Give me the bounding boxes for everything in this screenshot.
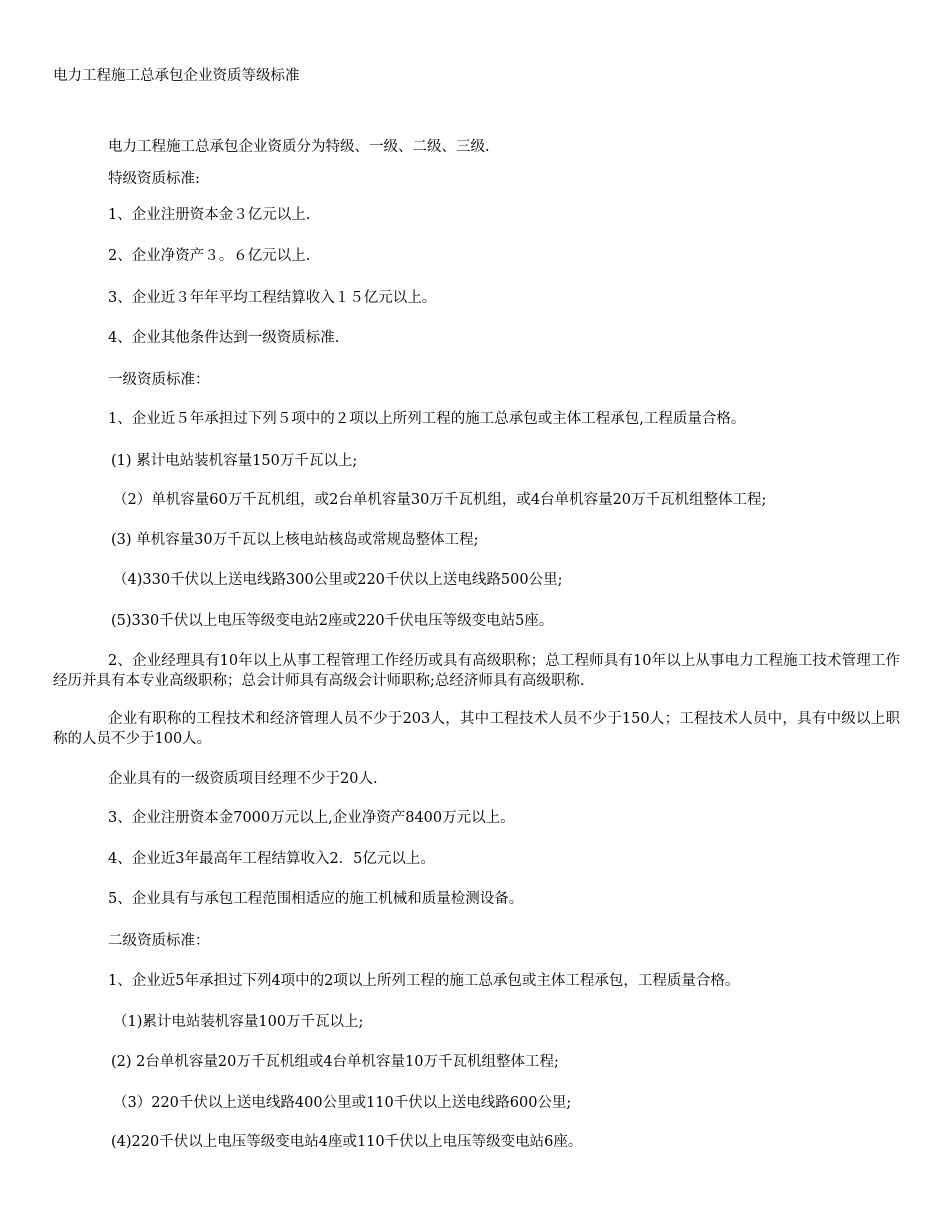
paragraph-grade-two-item-2: (2) 2台单机容量20万千瓦机组或4台单机容量10万千瓦机组整体工程;: [111, 1054, 559, 1070]
paragraph-grade-one-5: 5、企业具有与承包工程范围相适应的施工机械和质量检测设备。: [108, 891, 524, 907]
paragraph-grade-one-1: 1、企业近５年承担过下列５项中的２项以上所列工程的施工总承包或主体工程承包,工程质量合格。: [108, 411, 746, 427]
paragraph-intro: 电力工程施工总承包企业资质分为特级、一级、二级、三级.: [108, 139, 490, 155]
paragraph-grade-one-item-2: （2）单机容量60万千瓦机组，或2台单机容量30万千瓦机组，或4台单机容量20万千瓦机组整体工程;: [113, 492, 767, 508]
paragraph-grade-one-4: 4、企业近3年最高年工程结算收入2．5亿元以上。: [108, 851, 435, 867]
heading-grade-two: 二级资质标准：: [108, 933, 210, 949]
paragraph-grade-two-item-1: （1)累计电站装机容量100万千瓦以上;: [113, 1014, 364, 1030]
paragraph-grade-one-2: 2、企业经理具有10年以上从事工程管理工作经历或具有高级职称；总工程师具有10年以上从事电力工程施工技术管理工作经历并具有本专业高级职称；总会计师具有高级会计师职称;总经济师具有高级职称.: [53, 653, 900, 689]
document-title: 电力工程施工总承包企业资质等级标准: [53, 68, 300, 84]
paragraph-grade-two-item-4: (4)220千伏以上电压等级变电站4座或110千伏以上电压等级变电站6座。: [111, 1134, 583, 1150]
paragraph-grade-one-staff: 企业有职称的工程技术和经济管理人员不少于203人，其中工程技术人员不少于150人；工程技术人员中，具有中级以上职称的人员不少于100人。: [53, 711, 900, 747]
heading-special-grade: 特级资质标准:: [108, 171, 200, 187]
paragraph-grade-one-3: 3、企业注册资本金7000万元以上,企业净资产8400万元以上。: [108, 810, 515, 826]
paragraph-special-4: 4、企业其他条件达到一级资质标准.: [108, 330, 340, 346]
paragraph-special-1: 1、企业注册资本金３亿元以上.: [108, 207, 311, 223]
paragraph-grade-one-item-5: (5)330千伏以上电压等级变电站2座或220千伏电压等级变电站5座。: [111, 613, 554, 629]
paragraph-grade-two-1: 1、企业近5年承担过下列4项中的2项以上所列工程的施工总承包或主体工程承包，工程质量合格。: [108, 973, 740, 989]
heading-grade-one: 一级资质标准：: [108, 372, 210, 388]
paragraph-grade-one-item-1: (1) 累计电站装机容量150万千瓦以上;: [111, 453, 358, 469]
paragraph-special-3: 3、企业近３年年平均工程结算收入１５亿元以上。: [108, 290, 437, 306]
paragraph-grade-one-managers: 企业具有的一级资质项目经理不少于20人.: [108, 771, 378, 787]
paragraph-grade-two-item-3: （3）220千伏以上送电线路400公里或110千伏以上送电线路600公里;: [113, 1095, 572, 1111]
paragraph-grade-one-item-4: （4)330千伏以上送电线路300公里或220千伏以上送电线路500公里;: [113, 572, 563, 588]
paragraph-special-2: 2、企业净资产３。６亿元以上.: [108, 248, 311, 264]
paragraph-grade-one-item-3: (3) 单机容量30万千瓦以上核电站核岛或常规岛整体工程;: [111, 532, 479, 548]
